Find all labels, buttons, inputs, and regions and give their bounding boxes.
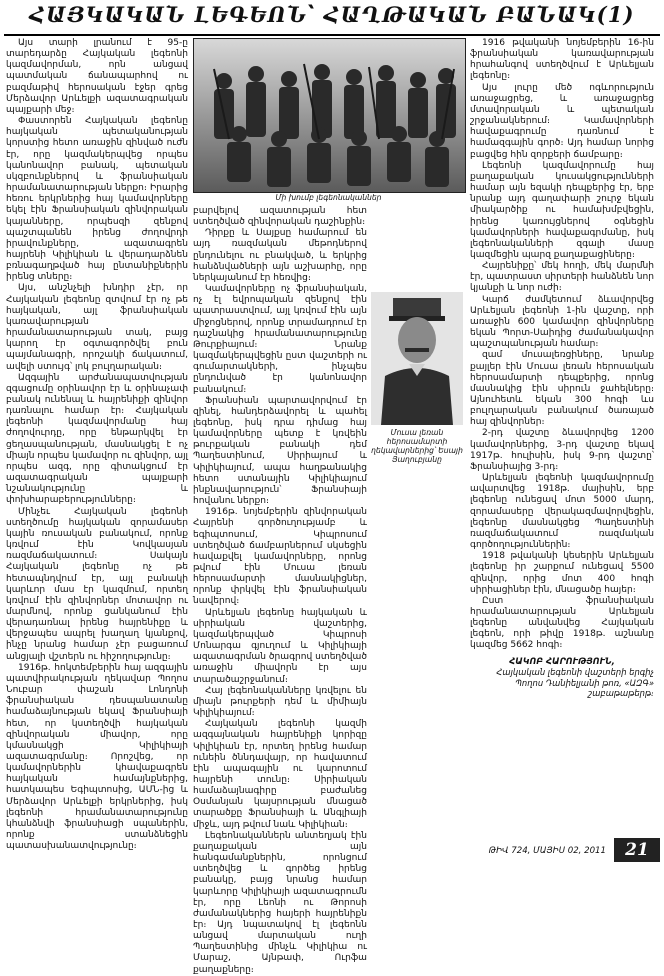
paragraph: Ֆրանսիան պարտավորվում էր զինել, հանդերձավորել և պահել լեգեոնը, իսկ դրա դիմաց հայ կամավորները պետք է կռվեին թուրքական բանակի դեմ Պաղեստինում, Սիրիայում և Կիլիկիայում, ապա հաղթանակից հետո ստանային Կիլիկիայում ինքնավարություն՝ Ֆրանսիայի հովանու ներքո։: [193, 395, 367, 507]
page-number: 21: [614, 838, 660, 862]
title-rule: [4, 34, 660, 36]
article-title: ՀԱՅԿԱԿԱՆ ԼԵԳԵՈՆ՝ ՀԱՂԹԱԿԱՆ ԲԱՆԱԿ(1): [29, 2, 635, 27]
author-description: Հայկական լեգեոնի վաշտերի երգիչ Պողոս Դանիելյանի թոռ, «ԱԶԳ» շաբաթաթերթ։: [496, 667, 654, 699]
author-signature: [470, 656, 654, 699]
column-1: [6, 38, 188, 852]
paragraph: Լեգեոնականներն անտեղյակ էին քաղաքական այն հանգամանքներին, որոնցում ստեղծվեց և գործեց իրենց բանակը, բայց նրանց համար կարևորը Կիլիկիայի ազատագրումն էր, որը Լեոնի ու Թորոսի ժամանակներից հայերի հայրենիքն էր։ Այդ նպատակով էլ լեգեոնն անցավ մարտական ուղի Պաղեստինից մինչև Կիլիկիա ու Մարաշ, Այնթափ, Ուրֆա քաղաքները։: [193, 830, 367, 975]
paragraph: Արևելյան լեգեոնը հայկական և սիրիական վաշտերից, կազմակերպված Կիպրոսի Մոնարգա գյուղում և Կիլիկիայի ազատագրման ծրագրով ստեղծված առաջին միավորն էր այս տարածաշրջանում։: [193, 607, 367, 685]
paragraph: Այս լուրը մեծ ոգևորություն առաջացրեց, և առաջացրեց մտավորական և պետական շրջանակներում։ Կամավորների հավաքագրումը դառնում է համազգային գործ։ Այդ համար նորից բացվեց հին զորքերի ճամբարը։: [470, 82, 654, 160]
portrait-photo-image: [371, 292, 463, 425]
column-2: [193, 206, 367, 975]
paragraph: Դիրքը և Սայքսը համարում են այդ ռազմական մեթոդներով ընդունելու ու բնակված, և երկրից հանձնվածների այն աշխարհը, որը ներկայանում էր հեռվից։: [193, 228, 367, 283]
author-name: ՀԱԿՈԲ ՀԱՐՈՒԹՅՈՒՆ,: [509, 655, 615, 666]
paragraph: Ըստ ֆրանսիական հրամանատարության Արևելյան լեգեոնը անվանվեց Հայկական լեգեոն, որի թիվը 1918թ. աշնանը կազմեց 5662 հոգի։: [470, 595, 654, 651]
group-photo-caption: Մի խումբ լեգեոնականներ: [275, 193, 382, 202]
paragraph: Հայ լեգեոնականները կռվելու են միայն թուրքերի դեմ և միմիայն Կիլիկիայում։: [193, 685, 367, 719]
paragraph: 1916 թվականի նոյեմբերին 16-ին ֆրանսիական կառավարության հրահանգով ստեղծվում է Արևելյան լեգեոնը։: [470, 38, 654, 82]
paragraph: Կարճ ժամկետում ձևավորվեց Արևելյան լեգեոնի 1-ին վաշտը, որի առաջին 600 կամավոր զինվորները եկան Պորտ-Սաիդից ժամանակավոր պաշտպանության համար։: [470, 294, 654, 350]
paragraph: Հայրենիքը՝ մեկ հողի, մեկ մարմնի էր, պատրաստ սիրտերի հանձնեն նոր կյանքի և նոր ուժի։: [470, 261, 654, 294]
paragraph: Մինչեւ Հայկական լեգեոնի ստեղծումը հայկական զորամասեր կային ռուսական բանակում, որոնք կռվում էին Կովկասյան ռազմաճակատում։ Սակայն Հայկական լեգեոնը ոչ թե հետապնդվում էր, այլ բանակի կարևոր մաս էր կազմում, որտեղ կռվում էին զինվորներ մոտավոր ու մարմնով, որոնք ցանկանում էին վերադառնալ իրենց հայրենիքը և վերջապես ապրել խաղաղ կյանքով, ինչը նրանց համար չէր բացառում անցյալի վշտերն ու հիշողությունը։: [6, 506, 188, 662]
group-photo-image: [194, 39, 465, 192]
paragraph: 2-րդ վաշտը ձևավորվեց 1200 կամավորներից, 3-րդ վաշտը եկավ 1917թ. հուլիսին, իսկ 9-րդ վաշտը՝ Ֆրանսիայից 3-րդ։: [470, 428, 654, 472]
paragraph: 1916թ. հոկտեմբերին հայ ազգային պատվիրակության ղեկավար Պողոս Նուբար փաշան Լոնդոնի ֆրանսիական դեսպանատանը համաձայնության եկավ Ֆրանսիայի հետ, որ կստեղծվի հայկական զինվորական միավոր, որը կմասնակցի Կիլիկիայի ազատագրմանը։ Որոշվեց, որ կամավորներին կհավաքագրեն հայկական համայնքներից, հատկապես Եգիպտոսից, ԱՄՆ-ից և Մերձավոր Արևելքի երկրներից, իսկ լեգեոնի հրամանատարությունը կհանձնվի ֆրանսիացի սպաներին, որոնք ստանձնեցին պատասխանատվությունը։: [6, 662, 188, 852]
paragraph: 1916թ. նոյեմբերին զինվորական Հայրենի գործուղությամբ և եգիպտոսում, Կիպրոսում ստեղծված ճամբարներում սկսեցին հավաքվել կամավորները, որոնց թվում էին Մուսա լեռան հերոսամարտի մասնակիցներ, որոնք փրկվել էին ֆրանսիական նավերով։: [193, 507, 367, 607]
paragraph: Այս տարի լրանում է 95-ը տարեդարձը Հայկական լեգեոնի կազմավորման, որն անցավ պատմական ճանապարհով ու բազմաթիվ հերոսական էջեր գրեց Մերձավոր Արևելքի ազատագրական պայքարի մեջ։: [6, 38, 188, 115]
paragraph: Լեգեոնի կազմավորումը հայ քաղաքական կուսակցությունների համար այն եզակի դեպքերից էր, երբ նրանք այդ գաղափարի շուրջ եկան միակարծիք ու համախմբվեցին, իրենց կառույցներով օգնեցին կամավորների հավաքագրմանը, իսկ լեգեոնականների զգալի մասը կազմեցին պարզ քաղաքացիները։: [470, 160, 654, 260]
paragraph: Հայկական լեգեոնի կազմի ազգայնական հայրենիքի կորիզը Կիլիկիան էր, որտեղ իրենց համար ունեին ծննդավայր, որ հավատում էին ապագային ու կարոտում հայրենի տունը։ Սիրիական համաձայնագիրը բաժանեց Օսմանյան կայսրության մնացած տարածքը Ֆրանսիայի և Անգլիայի միջև, այդ թվում նաև Կիլիկիան։: [193, 719, 367, 830]
group-photo: [193, 38, 466, 193]
portrait-photo: [371, 292, 463, 425]
paragraph: բարվելով ազատության հետ ստեղծված զինվորական դաշինքին։: [193, 206, 367, 228]
paragraph: Փաստորեն Հայկական լեգեոնը հայկական պետականության կորստից հետո առաջին զինված ուժն էր, որը կազմակերպվեց որպես կանոնավոր բանակ, պետական սկզբունքներով և ֆրանսիական հրամանատարության ներքո։ Իրարից հեռու երկրներից հայ կամավորները եկել էին Ֆրանսիական զինվորական կայանները, որպեսզի զենքով պաշտպանեն իրենց ժողովրդի իրավունքները, ազատագրեն հայրենի Կիլիկիան և վերադարձնեն բռնագաղթված հայ ընտանիքներին իրենց տները։: [6, 116, 188, 283]
portrait-caption: Մուսա լեռան հերոսամարտի ղեկավարներից՝ Եսայի Յաղուբյանը: [371, 428, 463, 464]
column-3: [470, 38, 654, 833]
issue-footer: ԹԻՎ 724, ՄԱՅԻՍ 02, 2011: [488, 846, 606, 856]
paragraph: Արևելյան լեգեոնի կազմավորումը ավարտվեց 1918թ. մայիսին, երբ լեգեոնը ունեցավ մոտ 5000 մարդ, զորամասերը վերակազմավորվեցին, լեգեոնը մասնակցեց Պաղեստինի ռազմաճակատում ռազմական գործողություններին։: [470, 473, 654, 551]
paragraph: 1918 թվականի կեսերին Արևելյան լեգեոնը իր շարքում ունեցավ 5500 զինվոր, որից մոտ 400 հոգի սիրիացիներ էին, մնացածը հայեր։: [470, 551, 654, 595]
paragraph: Այս, անշնչելի խնդիր չէր, որ Հայկական լեգեոնը զտվում էր ոչ թե հայկական, այլ ֆրանսիական կառավարության հրամանատարության տակ, բայց կարող էր օգտագործվել բուն պայմանագրի, որոշակի ճակատում, ավելի ստույգ՝ լոկ բուլղարական։: [6, 283, 188, 372]
paragraph: Ազգային արժանապատվության զգացումը օրինավոր էր և օրինաչափ բանակ ունենալ և հայրենիքի զինվոր դառնալու համար էր։ Հայկական լեգեոնի կազմավորմանը հայ ժողովուրդը, որը ենթարկվել էր ցեղասպանության, մասնակցել է ոչ միայն որպես կամավոր ու զինվոր, այլ որպես ազգ, որը գիտակցում էր ազատագրական պայքարի նշանակությունը և փոխհարաբերությունները։: [6, 372, 188, 506]
paragraph: Կամավորները ոչ ֆրանսիական, ոչ էլ եվրոպական զենքով էին պատրաստվում, այլ կռվում էին այն միջոցներով, որոնք տրամադրում էր դաշնակից հրամանատարությունը Թուրքիայում։ Նրանք կազմակերպվեցին ըստ վաշտերի ու գումարտակների, ինչպես ընդունված էր կանոնավոր բանակում։: [193, 284, 367, 395]
paragraph: զամ մուսալեռցիները, նրանք քայլեր էին Մուսա լեռան հերոսական հերոսամարտի դեպքերից, որոնց մասնակից էին սիրուն ջահելները։ Այնուհետև եկան 300 հոգի ևս բուլղարական բանակում ծառայած հայ զինվորներ։: [470, 350, 654, 428]
